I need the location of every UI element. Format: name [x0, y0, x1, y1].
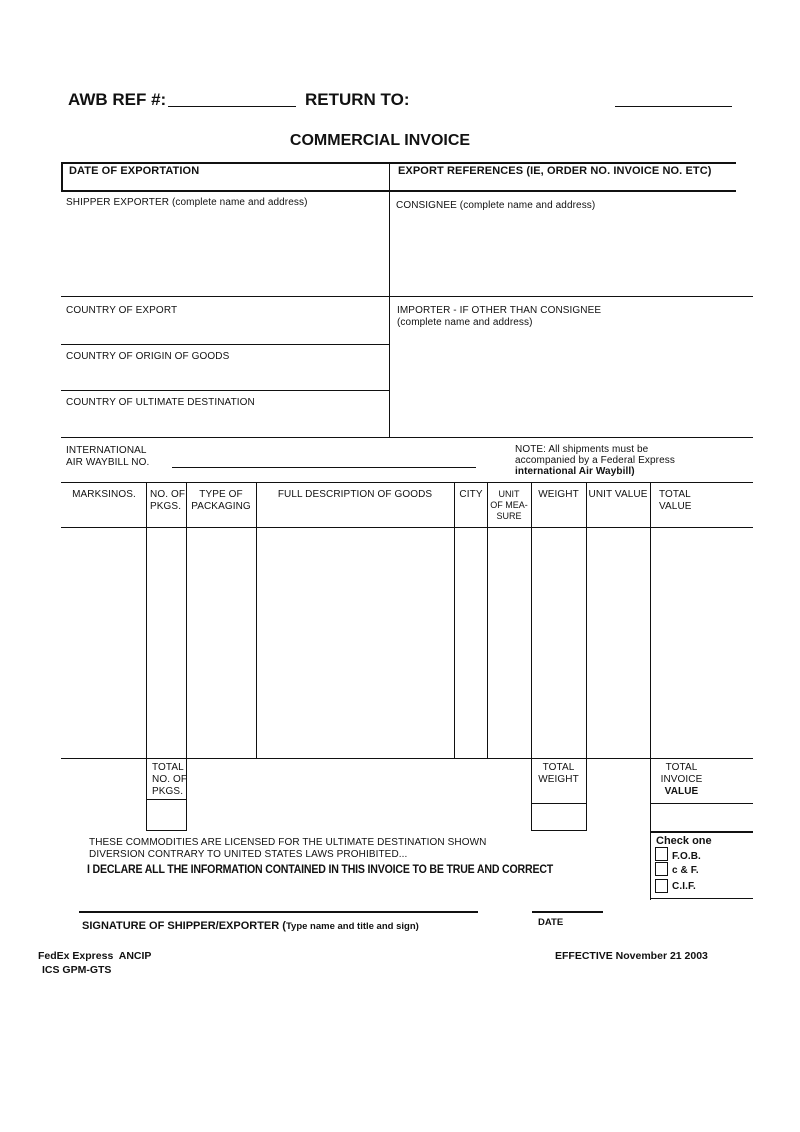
declaration-text: I DECLARE ALL THE INFORMATION CONTAINED IN THIS INVOICE TO BE TRUE AND CORRECT [87, 864, 554, 876]
note-line1: NOTE: All shipments must be [515, 444, 649, 455]
terms-box-bottom [650, 898, 753, 899]
total-invoice-field[interactable] [651, 804, 753, 831]
page-title: COMMERCIAL INVOICE [289, 132, 471, 149]
signature-label-rest: Type name and title and sign) [285, 921, 419, 932]
col-header-city: CITY [459, 489, 483, 500]
importer-label-line2: (complete name and address) [397, 317, 533, 328]
cif-checkbox[interactable] [655, 879, 668, 893]
col-header-weight: WEIGHT [538, 489, 579, 500]
total-invoice-label: TOTAL INVOICE VALUE [660, 762, 703, 797]
consignee-label: CONSIGNEE (complete name and address) [396, 200, 596, 211]
country-of-destination-label: COUNTRY OF ULTIMATE DESTINATION [66, 397, 255, 408]
awb-ref-label: AWB REF #: [68, 90, 167, 109]
middle-divider [389, 162, 390, 438]
row-divider-3 [61, 390, 389, 391]
country-of-export-label: COUNTRY OF EXPORT [66, 305, 178, 316]
waybill-field[interactable] [172, 467, 476, 468]
cf-label: c & F. [672, 865, 699, 876]
col-header-unit-measure: UNIT OF MEA- SURE [490, 489, 528, 521]
waybill-label-line1: INTERNATIONAL [66, 445, 147, 456]
footer-right: EFFECTIVE November 21 2003 [555, 950, 708, 962]
row-divider-2 [61, 344, 389, 345]
row-divider-4 [61, 437, 753, 438]
licensed-line2: DIVERSION CONTRARY TO UNITED STATES LAWS PROHIBITED... [89, 849, 408, 860]
col-header-description: FULL DESCRIPTION OF GOODS [277, 489, 433, 500]
terms-box-top [650, 831, 753, 833]
shipper-exporter-label: SHIPPER EXPORTER (complete name and address) [66, 197, 308, 208]
signature-label-main: SIGNATURE OF SHIPPER/EXPORTER ( [82, 920, 286, 932]
signature-label [82, 920, 419, 932]
note-line2: accompanied by a Federal Express [515, 455, 675, 466]
footer-left-line2: ICS GPM-GTS [42, 964, 112, 976]
terms-title: Check one [656, 835, 712, 847]
total-pkgs-box-bottom [146, 830, 186, 831]
footer-left-line1: FedEx Express ANCIP [38, 950, 152, 962]
col-header-unit-value: UNIT VALUE [588, 489, 648, 500]
col-header-packaging: TYPE OF PACKAGING [191, 489, 251, 512]
date-of-exportation-label: DATE OF EXPORTATION [69, 165, 200, 177]
importer-label-line1: IMPORTER - IF OTHER THAN CONSIGNEE [397, 305, 602, 316]
licensed-line1: THESE COMMODITIES ARE LICENSED FOR THE ULTIMATE DESTINATION SHOWN [89, 837, 487, 848]
note-line3: international Air Waybill) [515, 466, 635, 477]
date-field[interactable] [532, 911, 603, 913]
cf-checkbox[interactable] [655, 862, 668, 876]
fob-checkbox[interactable] [655, 847, 668, 861]
total-pkgs-label: TOTAL NO. OF PKGS. [152, 762, 188, 797]
return-to-field[interactable] [615, 106, 732, 107]
total-weight-field[interactable] [532, 804, 586, 830]
total-pkgs-field[interactable] [147, 800, 186, 830]
signature-field[interactable] [79, 911, 478, 913]
top-border [61, 162, 736, 164]
waybill-label-line2: AIR WAYBILL NO. [66, 457, 150, 468]
export-references-label: EXPORT REFERENCES (IE, ORDER NO. INVOICE NO. ETC) [398, 165, 712, 177]
fob-label: F.O.B. [672, 851, 701, 862]
total-weight-label: TOTAL WEIGHT [538, 762, 579, 785]
cif-label: C.I.F. [672, 881, 696, 892]
awb-ref-field[interactable] [168, 106, 296, 107]
country-of-origin-label: COUNTRY OF ORIGIN OF GOODS [66, 351, 230, 362]
return-to-label: RETURN TO: [305, 90, 410, 109]
col-header-total-value: TOTAL VALUE [659, 489, 692, 512]
goods-body-area[interactable] [62, 528, 752, 757]
col-header-no-pkgs: NO. OF PKGS. [150, 489, 186, 512]
col-header-marks: MARKSINOS. [72, 489, 136, 500]
total-weight-box-bottom [531, 830, 586, 831]
left-border [61, 162, 63, 192]
header-row-border [61, 190, 736, 192]
date-label: DATE [538, 917, 564, 928]
row-divider-1 [61, 296, 753, 297]
